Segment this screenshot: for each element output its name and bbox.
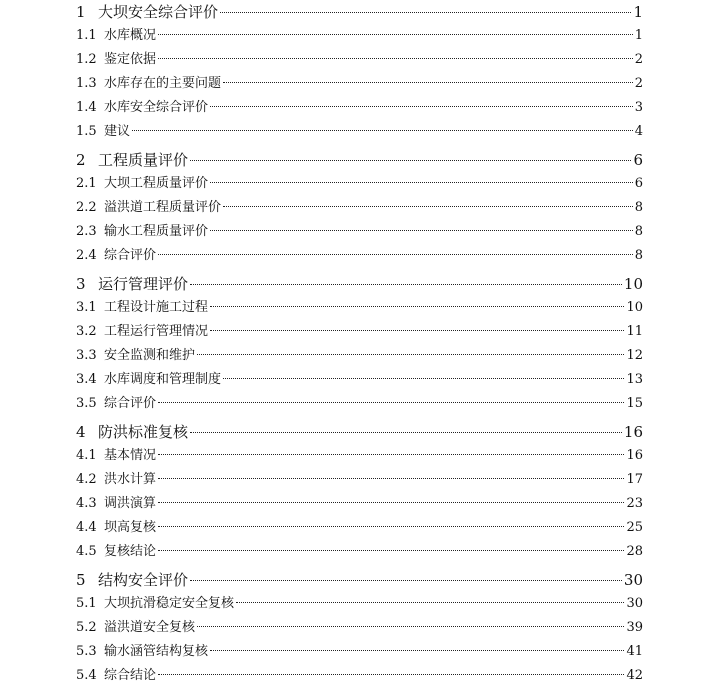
toc-number: 3 — [76, 275, 86, 293]
toc-page: 30 — [626, 596, 643, 611]
toc-entry-5-4[interactable] — [76, 666, 643, 690]
toc-number: 1.4 — [76, 100, 97, 115]
toc-title: 大坝安全综合评价 — [98, 3, 219, 21]
toc-title: 调洪演算 — [104, 496, 157, 511]
toc-page: 11 — [626, 324, 643, 339]
toc-title: 综合结论 — [104, 668, 157, 683]
toc-entry-2-3[interactable] — [76, 222, 643, 246]
leader-dots — [158, 526, 624, 527]
toc-title: 建议 — [104, 124, 131, 139]
leader-dots — [158, 674, 624, 675]
toc-number: 3.1 — [76, 300, 97, 315]
toc-entry-2-4[interactable] — [76, 246, 643, 270]
toc-entry-5-2[interactable] — [76, 618, 643, 642]
toc-entry-2-1[interactable] — [76, 174, 643, 198]
toc-title: 洪水计算 — [104, 472, 157, 487]
toc-entry-3-1[interactable] — [76, 298, 643, 322]
toc-page: 12 — [626, 348, 643, 363]
toc-number: 2.3 — [76, 224, 97, 239]
toc-title: 水库调度和管理制度 — [104, 372, 222, 387]
toc-page: 28 — [626, 544, 643, 559]
toc-title: 溢洪道安全复核 — [104, 620, 196, 635]
leader-dots — [158, 454, 624, 455]
toc-title: 输水工程质量评价 — [104, 224, 209, 239]
toc-title: 安全监测和维护 — [104, 348, 196, 363]
leader-dots — [158, 478, 624, 479]
toc-number: 3.5 — [76, 396, 97, 411]
leader-dots — [158, 402, 624, 403]
leader-dots — [210, 650, 624, 651]
toc-page: 30 — [623, 571, 643, 589]
toc-title: 水库安全综合评价 — [104, 100, 209, 115]
toc-number: 2.2 — [76, 200, 97, 215]
leader-dots — [210, 330, 624, 331]
toc-number: 5.1 — [76, 596, 97, 611]
toc-page: 1 — [633, 3, 643, 21]
toc-page: 10 — [623, 275, 643, 293]
leader-dots — [210, 230, 633, 231]
leader-dots — [223, 206, 633, 207]
toc-title: 溢洪道工程质量评价 — [104, 200, 222, 215]
toc-title: 结构安全评价 — [98, 571, 189, 589]
toc-number: 4.3 — [76, 496, 97, 511]
leader-dots — [197, 626, 624, 627]
toc-entry-2-2[interactable] — [76, 198, 643, 222]
toc-title: 工程设计施工过程 — [104, 300, 209, 315]
toc-page: 6 — [633, 151, 643, 169]
toc-page: 1 — [634, 28, 643, 43]
leader-dots — [190, 580, 622, 581]
toc-entry-4-5[interactable] — [76, 542, 643, 566]
toc-entry-5[interactable] — [76, 570, 643, 594]
toc-title: 工程运行管理情况 — [104, 324, 209, 339]
toc-entry-3[interactable] — [76, 274, 643, 298]
toc-entry-3-3[interactable] — [76, 346, 643, 370]
toc-page: 4 — [634, 124, 643, 139]
toc-number: 4.1 — [76, 448, 97, 463]
leader-dots — [210, 106, 633, 107]
toc-number: 5.4 — [76, 668, 97, 683]
toc-title: 综合评价 — [104, 248, 157, 263]
toc-number: 1.5 — [76, 124, 97, 139]
toc-page: 8 — [634, 248, 643, 263]
toc-entry-1[interactable] — [76, 2, 643, 26]
toc-entry-3-4[interactable] — [76, 370, 643, 394]
toc-entry-4-4[interactable] — [76, 518, 643, 542]
toc-title: 防洪标准复核 — [98, 423, 189, 441]
toc-number: 3.4 — [76, 372, 97, 387]
toc-number: 2.1 — [76, 176, 97, 191]
toc-page: 15 — [626, 396, 643, 411]
leader-dots — [190, 432, 622, 433]
leader-dots — [197, 354, 624, 355]
toc-title: 工程质量评价 — [98, 151, 189, 169]
toc-entry-4[interactable] — [76, 422, 643, 446]
leader-dots — [158, 502, 624, 503]
toc-page: 25 — [626, 520, 643, 535]
toc-page: 10 — [626, 300, 643, 315]
toc-entry-4-2[interactable] — [76, 470, 643, 494]
toc-page: 2 — [634, 52, 643, 67]
toc-entry-5-1[interactable] — [76, 594, 643, 618]
toc-title: 运行管理评价 — [98, 275, 189, 293]
toc-number: 5 — [76, 571, 86, 589]
leader-dots — [132, 130, 633, 131]
toc-title: 水库概况 — [104, 28, 157, 43]
leader-dots — [190, 284, 622, 285]
toc-number: 5.3 — [76, 644, 97, 659]
toc-page: 16 — [623, 423, 643, 441]
toc-number: 4 — [76, 423, 86, 441]
leader-dots — [210, 306, 624, 307]
toc-number: 4.2 — [76, 472, 97, 487]
toc-number: 2.4 — [76, 248, 97, 263]
toc-number: 5.2 — [76, 620, 97, 635]
toc-title: 水库存在的主要问题 — [104, 76, 222, 91]
toc-page: 39 — [626, 620, 643, 635]
toc-page: 2 — [634, 76, 643, 91]
toc-page: 16 — [626, 448, 643, 463]
toc-number: 1.2 — [76, 52, 97, 67]
toc-page: 8 — [634, 200, 643, 215]
toc-title: 输水涵管结构复核 — [104, 644, 209, 659]
toc-entry-5-3[interactable] — [76, 642, 643, 666]
leader-dots — [223, 82, 633, 83]
leader-dots — [223, 378, 624, 379]
toc-title: 鉴定依据 — [104, 52, 157, 67]
toc-entry-4-3[interactable] — [76, 494, 643, 518]
toc-page: 3 — [634, 100, 643, 115]
leader-dots — [158, 58, 633, 59]
toc-title: 大坝工程质量评价 — [104, 176, 209, 191]
toc-entry-1-4[interactable] — [76, 98, 643, 122]
toc-entry-1-3[interactable] — [76, 74, 643, 98]
toc-entry-4-1[interactable] — [76, 446, 643, 470]
toc-entry-1-1[interactable] — [76, 26, 643, 50]
toc-number: 2 — [76, 151, 86, 169]
toc-number: 3.3 — [76, 348, 97, 363]
toc-page: 8 — [634, 224, 643, 239]
toc-page: 17 — [626, 472, 643, 487]
toc-number: 1.1 — [76, 28, 97, 43]
table-of-contents — [76, 2, 643, 690]
toc-entry-1-5[interactable] — [76, 122, 643, 146]
toc-title: 复核结论 — [104, 544, 157, 559]
toc-page: 23 — [626, 496, 643, 511]
toc-title: 大坝抗滑稳定安全复核 — [104, 596, 235, 611]
toc-number: 1.3 — [76, 76, 97, 91]
toc-page: 42 — [626, 668, 643, 683]
leader-dots — [220, 12, 631, 13]
toc-number: 3.2 — [76, 324, 97, 339]
toc-entry-3-5[interactable] — [76, 394, 643, 418]
leader-dots — [190, 160, 631, 161]
leader-dots — [236, 602, 624, 603]
leader-dots — [158, 550, 624, 551]
toc-number: 4.4 — [76, 520, 97, 535]
toc-entry-2[interactable] — [76, 150, 643, 174]
toc-entry-3-2[interactable] — [76, 322, 643, 346]
toc-page: 13 — [626, 372, 643, 387]
toc-number: 4.5 — [76, 544, 97, 559]
toc-page: 41 — [626, 644, 643, 659]
leader-dots — [210, 182, 633, 183]
toc-number: 1 — [76, 3, 86, 21]
leader-dots — [158, 34, 633, 35]
toc-title: 坝高复核 — [104, 520, 157, 535]
toc-title: 基本情况 — [104, 448, 157, 463]
leader-dots — [158, 254, 633, 255]
toc-entry-1-2[interactable] — [76, 50, 643, 74]
toc-title: 综合评价 — [104, 396, 157, 411]
toc-page: 6 — [634, 176, 643, 191]
